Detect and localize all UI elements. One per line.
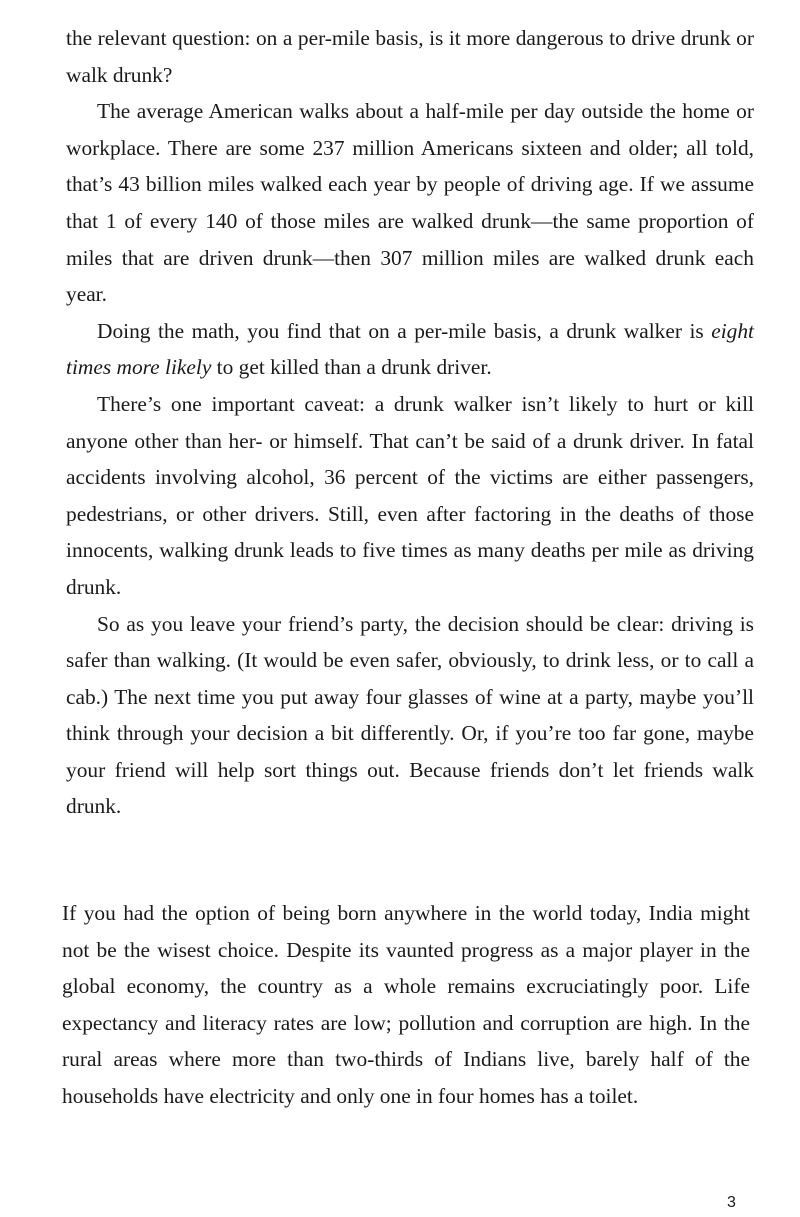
- paragraph: So as you leave your friend’s party, the decision should be clear: driving is safer than walking. (It would be even safer, obviously, to drink less, or to call a cab.) The next time you put away four glasses of wine at a party, maybe you’ll think through your decision a bit differently. Or, if you’re too far gone, maybe your friend will help sort things out. Because friends don’t let friends walk drunk.: [66, 611, 754, 819]
- paragraph-text: to get killed than a drunk driver.: [211, 355, 492, 380]
- paragraph: If you had the option of being born anywhere in the world today, India might not be the wisest choice. Despite its vaunted progress as a major player in the global economy, the country as a whole remains excruciatingly poor. Life expectancy and literacy rates are low; pollution and corruption are high. In the rural areas where more than two-thirds of Indians live, barely half of the households have electricity and only one in four homes has a toilet.: [62, 901, 750, 1108]
- emphasized-text: eight times more likely: [66, 318, 754, 380]
- page-number: 3: [727, 1194, 736, 1211]
- paragraph-text: Doing the math, you find that on a per-mile basis, a drunk walker is: [97, 318, 712, 343]
- paragraph: the relevant question: on a per-mile basis, is it more dangerous to drive drunk or walk drunk?: [66, 26, 754, 87]
- text-section-india: [62, 895, 750, 1115]
- paragraph: There’s one important caveat: a drunk walker isn’t likely to hurt or kill anyone other than her- or himself. That can’t be said of a drunk driver. In fatal accidents involving alcohol, 36 percent of the victims are either passengers, pedestrians, or other drivers. Still, even after factoring in the deaths of those innocents, walking drunk leads to five times as many deaths per mile as driving drunk.: [66, 391, 754, 599]
- paragraph-with-emphasis: [66, 313, 754, 386]
- paragraph: The average American walks about a half-mile per day outside the home or workplace. There are some 237 million Americans sixteen and older; all told, that’s 43 billion miles walked each year by people of driving age. If we assume that 1 of every 140 of those miles are walked drunk—the same proportion of miles that are driven drunk—then 307 million miles are walked drunk each year.: [66, 99, 754, 307]
- text-section-drunk-walking: [66, 20, 754, 825]
